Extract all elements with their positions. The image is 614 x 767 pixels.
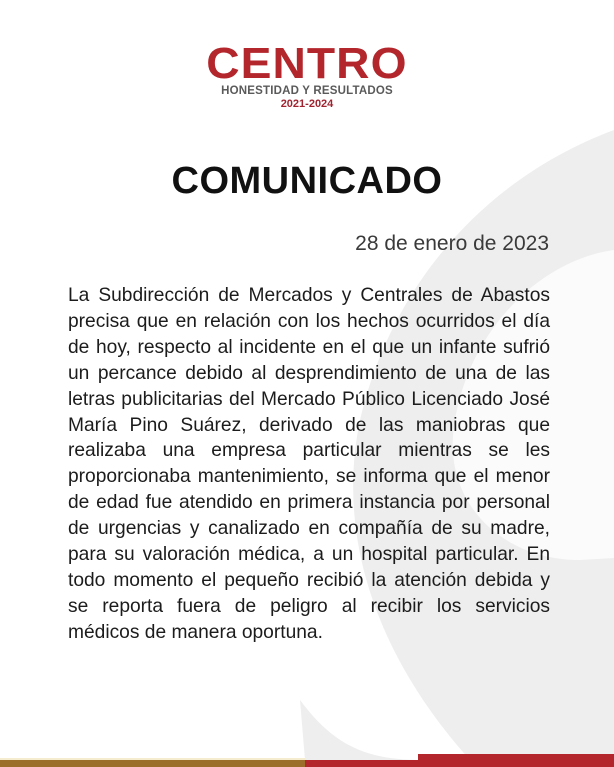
document-title: COMUNICADO	[171, 160, 443, 202]
logo-period: 2021-2024	[280, 98, 334, 110]
footer-stripe-red	[305, 760, 614, 767]
centro-logo	[0, 39, 614, 110]
logo-tagline: HONESTIDAD Y RESULTADOS	[221, 85, 393, 97]
document-date: 28 de enero de 2023	[355, 232, 549, 255]
logo-wordmark: CENTRO	[206, 39, 408, 88]
document-body: La Subdirección de Mercados y Centrales de Abastos precisa que en relación con los hechos ocurridos el día de hoy, respecto al incidente en el que un infante sufrió un percance debido al desprendimiento de una de las letras publicitarias del Mercado Público Licenciado José María Pino Suárez, derivado de las maniobras que realizaba una empresa particular mientras se les proporcionaba mantenimiento, se informa que el menor de edad fue atendido en primera instancia por personal de urgencias y canalizado en compañía de su madre, para su valoración médica, a un hospital particular. En todo momento el pequeño recibió la atención debida y se reporta fuera de peligro al recibir los servicios médicos de manera oportuna.	[68, 285, 550, 643]
footer-stripe-gold	[0, 760, 305, 767]
